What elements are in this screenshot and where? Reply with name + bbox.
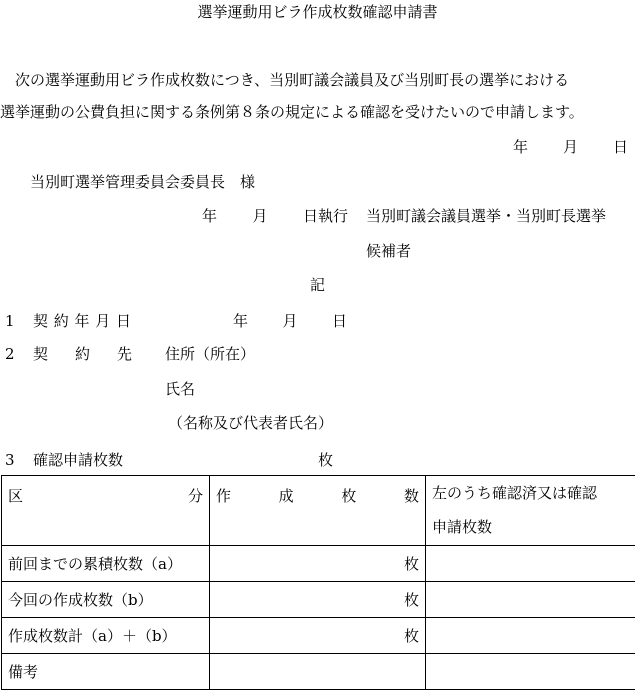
item3-label: 確認申請枚数 [33,451,123,469]
header-confirmed-line: 左のうち確認済又は確認 [432,476,630,510]
unit-label: 枚 [404,627,419,645]
date-year: 年 [513,138,528,156]
remarks-cell[interactable] [426,654,635,690]
ki-heading: 記 [310,276,325,294]
item3-unit: 枚 [318,451,333,469]
contract-month: 月 [282,312,297,330]
addressee: 当別町選挙管理委員会委員長 様 [30,173,255,191]
item2-label-char: 契 [33,345,48,363]
header-count-char: 枚 [341,487,356,505]
row-label: 前回までの累積枚数（a） [2,546,210,582]
contractor-name-label: 氏名 [165,380,195,398]
election-name: 当別町議会議員選挙・当別町長選挙 [366,207,606,225]
application-date [513,138,628,156]
header-category [2,476,210,546]
contractor-address-label: 住所（所在） [165,345,255,363]
confirmed-count-cell[interactable] [426,618,635,654]
intro-line-1: 次の選挙運動用ビラ作成枚数につき、当別町議会議員及び当別町長の選挙における [15,71,569,89]
row-label: 作成枚数計（a）＋（b） [2,618,210,654]
sheet-count-cell[interactable] [210,546,426,582]
header-count-char: 数 [404,487,419,505]
sheet-count-cell[interactable] [210,618,426,654]
election-date [202,207,348,225]
remarks-cell[interactable] [210,654,426,690]
item1-label-char: 日 [116,312,131,330]
candidate-label: 候補者 [366,242,411,260]
item2-label-char: 先 [117,345,132,363]
table-header-row [2,476,635,546]
header-category-char: 区 [8,487,23,505]
item1-label-char: 約 [54,312,69,330]
intro-line-2: 選挙運動の公費負担に関する条例第８条の規定による確認を受けたいので申請します。 [0,103,584,121]
table-row [2,582,635,618]
table-row [2,546,635,582]
confirmed-count-cell[interactable] [426,546,635,582]
contractor-name-note: （名称及び代表者氏名） [168,414,333,432]
header-sheet-count [210,476,426,546]
election-year: 年 [202,207,217,225]
unit-label: 枚 [404,555,419,573]
contract-year: 年 [233,312,248,330]
table-row [2,654,635,690]
date-day: 日 [613,138,628,156]
election-month: 月 [252,207,267,225]
item1-number: 1 [5,312,15,330]
item1-label-char: 月 [95,312,110,330]
contract-date [233,312,347,330]
item1-label [33,312,131,330]
document-title: 選挙運動用ビラ作成枚数確認申請書 [0,3,635,21]
unit-label: 枚 [404,591,419,609]
sheets-table [1,475,635,690]
header-category-char: 分 [188,487,203,505]
header-count-char: 成 [279,487,294,505]
sheet-count-cell[interactable] [210,582,426,618]
contract-day: 日 [332,312,347,330]
item1-label-char: 契 [33,312,48,330]
table-row [2,618,635,654]
item3-number: 3 [5,451,15,469]
item2-label [33,345,132,363]
header-confirmed-line: 申請枚数 [432,510,630,544]
confirmed-count-cell[interactable] [426,582,635,618]
election-day: 日執行 [303,207,348,225]
item2-number: 2 [5,345,15,363]
row-label: 備考 [2,654,210,690]
header-confirmed-count [426,476,635,546]
item1-label-char: 年 [74,312,89,330]
item2-label-char: 約 [75,345,90,363]
date-month: 月 [563,138,578,156]
header-count-char: 作 [216,487,231,505]
row-label: 今回の作成枚数（b） [2,582,210,618]
